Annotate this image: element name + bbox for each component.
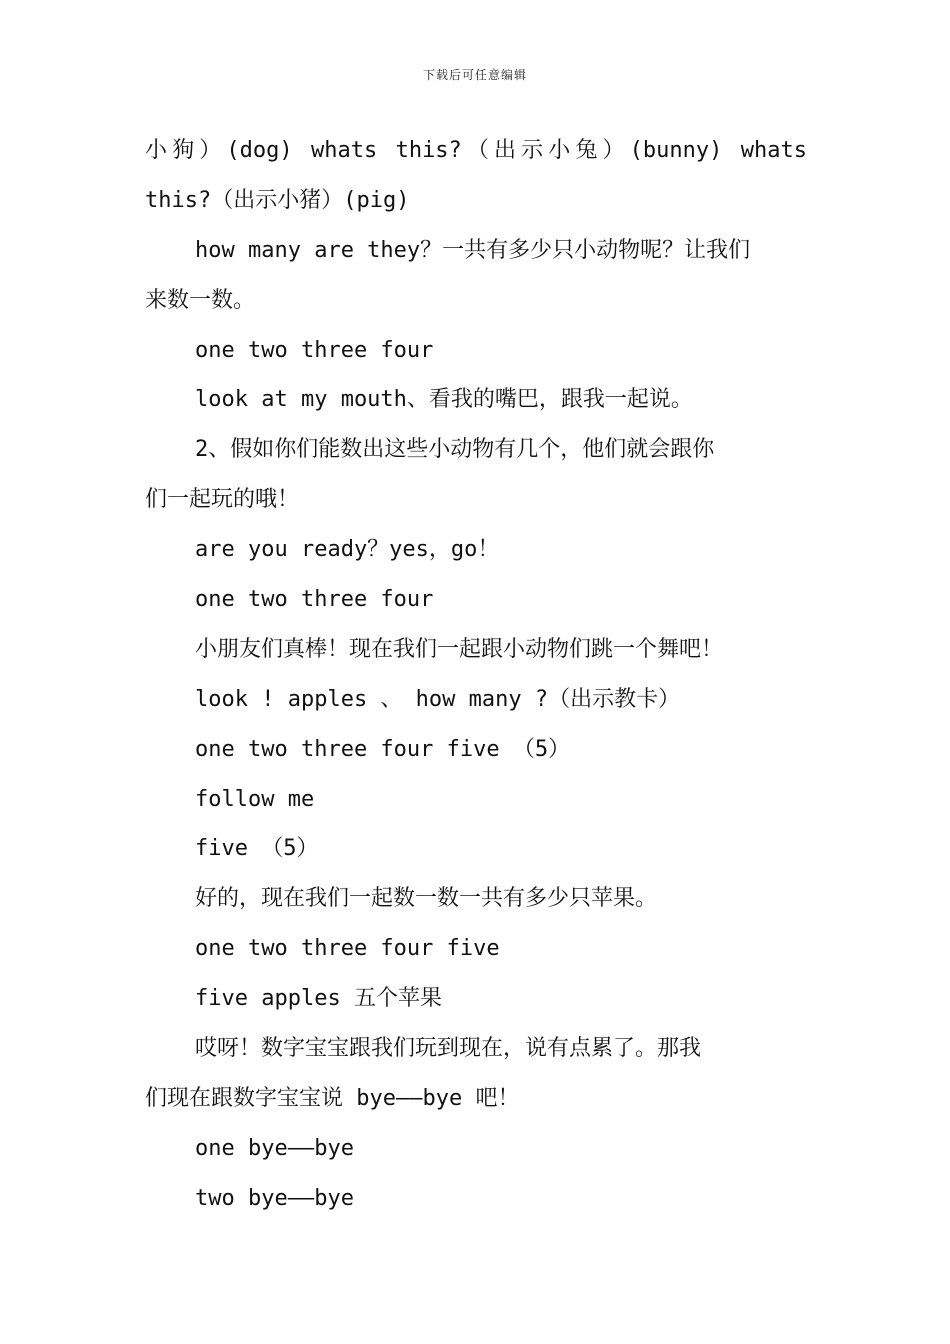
text-line: 2、假如你们能数出这些小动物有几个，他们就会跟你 (195, 437, 715, 463)
text-line: one two three four (195, 587, 434, 613)
text-line: five （5） (195, 836, 319, 862)
text-line: one two three four (195, 337, 434, 363)
text-line: one two three four five （5） (195, 736, 571, 762)
text-line: look ! apples 、 how many ?（出示教卡） (195, 686, 681, 712)
text-line: are you ready？yes，go！ (195, 537, 500, 563)
text-line: 来数一数。 (145, 287, 256, 313)
text-line: how many are they？一共有多少只小动物呢？让我们 (195, 237, 751, 263)
text-line: 小狗）(dog) whats this?（出示小兔）(bunny) whats (145, 138, 807, 163)
text-line: one bye——bye (195, 1135, 354, 1161)
text-line: follow me (195, 786, 315, 812)
text-line: 小朋友们真棒！现在我们一起跟小动物们跳一个舞吧！ (195, 636, 724, 662)
text-line: five apples 五个苹果 (195, 986, 442, 1012)
text-line: 们一起玩的哦！ (145, 487, 300, 513)
text-line: 哎呀！数字宝宝跟我们玩到现在，说有点累了。那我 (195, 1036, 702, 1062)
text-line: one two three four five (195, 936, 500, 962)
text-line: two bye——bye (195, 1185, 354, 1211)
page-header: 下载后可任意编辑 (422, 68, 527, 82)
document-body (145, 126, 807, 1224)
text-line: 们现在跟数字宝宝说 bye——bye 吧！ (145, 1085, 520, 1111)
text-line: look at my mouth、看我的嘴巴，跟我一起说。 (195, 387, 693, 413)
text-line: this?（出示小猪）(pig) (145, 187, 410, 213)
text-line: 好的，现在我们一起数一数一共有多少只苹果。 (195, 886, 658, 912)
